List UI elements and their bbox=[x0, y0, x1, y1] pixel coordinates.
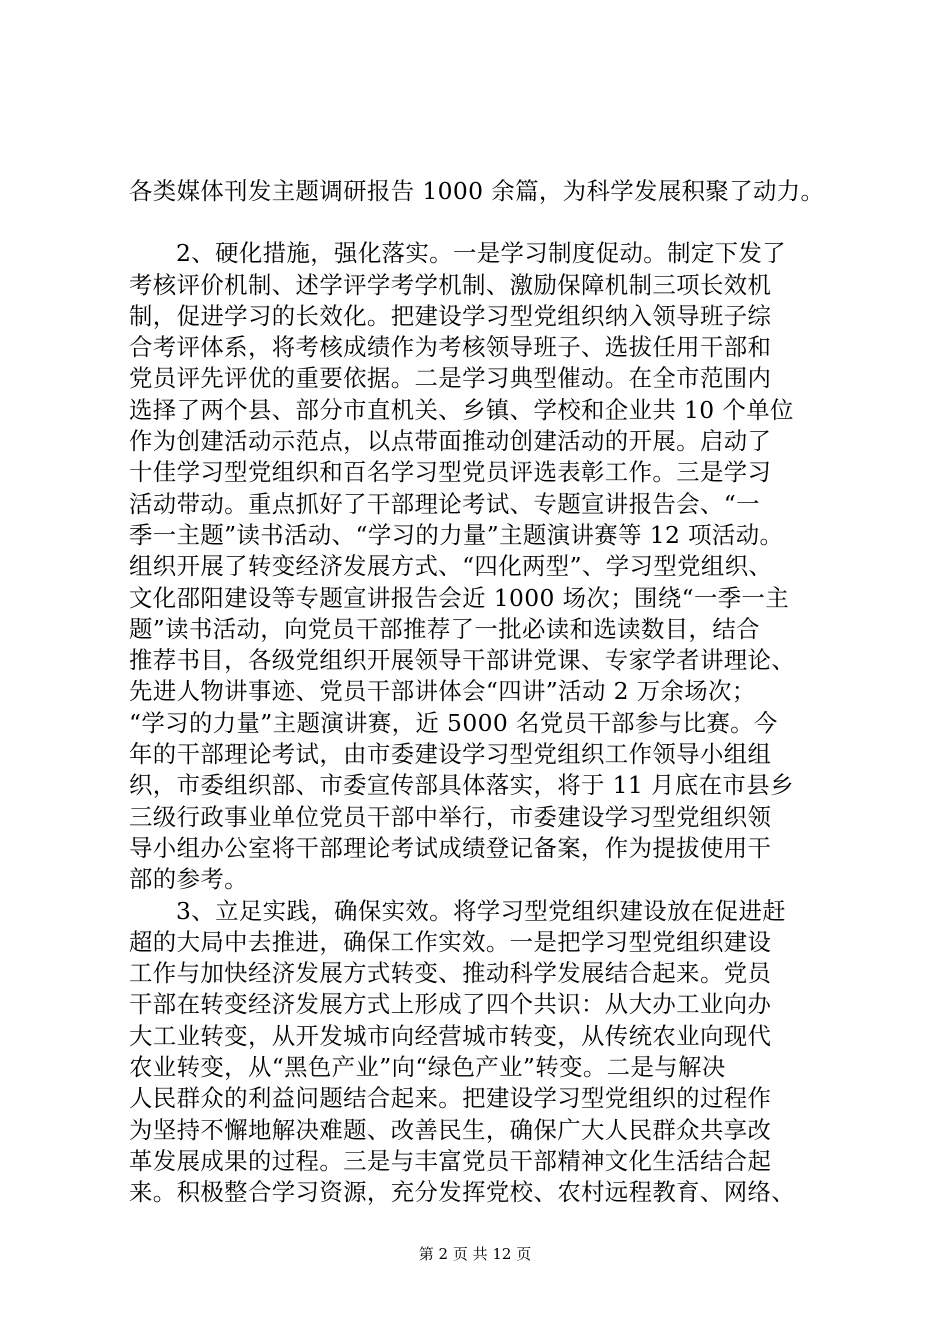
text-line: 超的大局中去推进，确保工作实效。一是把学习型党组织建设 bbox=[129, 927, 772, 956]
text-line: 导小组办公室将干部理论考试成绩登记备案，作为提拔使用干 bbox=[129, 833, 772, 862]
text-line: 人民群众的利益问题结合起来。把建设学习型党组织的过程作 bbox=[129, 1084, 772, 1113]
paragraph-2 bbox=[129, 238, 859, 895]
text-line: 组织开展了转变经济发展方式、“四化两型”、学习型党组织、 bbox=[129, 552, 773, 581]
text-line: “学习的力量”主题演讲赛，近 5000 名党员干部参与比赛。今 bbox=[129, 708, 778, 737]
text-line: 作为创建活动示范点，以点带面推动创建活动的开展。启动了 bbox=[129, 427, 772, 456]
text-line: 来。积极整合学习资源，充分发挥党校、农村远程教育、网络、 bbox=[129, 1178, 796, 1207]
paragraph-gap bbox=[129, 207, 859, 238]
text-line: 先进人物讲事迹、党员干部讲体会“四讲”活动 2 万余场次； bbox=[129, 677, 756, 706]
text-line: 三级行政事业单位党员干部中举行，市委建设学习型党组织领 bbox=[129, 802, 772, 831]
text-line: 大工业转变，从开发城市向经营城市转变，从传统农业向现代 bbox=[129, 1021, 772, 1050]
text-line: 工作与加快经济发展方式转变、推动科学发展结合起来。党员 bbox=[129, 959, 772, 988]
text-line: 2、硬化措施，强化落实。一是学习制度促动。制定下发了 bbox=[176, 239, 787, 268]
text-line: 十佳学习型党组织和百名学习型党员评选表彰工作。三是学习 bbox=[129, 458, 772, 487]
document-body bbox=[129, 176, 859, 1209]
text-line: 党员评先评优的重要依据。二是学习典型催动。在全市范围内 bbox=[129, 364, 772, 393]
text-line: 推荐书目，各级党组织开展领导干部讲党课、专家学者讲理论、 bbox=[129, 646, 796, 675]
text-line: 革发展成果的过程。三是与丰富党员干部精神文化生活结合起 bbox=[129, 1146, 772, 1175]
text-line: 3、立足实践，确保实效。将学习型党组织建设放在促进赶 bbox=[176, 896, 787, 925]
page-footer bbox=[0, 1244, 950, 1264]
text-line: 合考评体系，将考核成绩作为考核领导班子、选拔任用干部和 bbox=[129, 333, 772, 362]
text-line: 制，促进学习的长效化。把建设学习型党组织纳入领导班子综 bbox=[129, 301, 772, 330]
text-line: 为坚持不懈地解决难题、改善民生，确保广大人民群众共享改 bbox=[129, 1115, 772, 1144]
text-line: 季一主题”读书活动、“学习的力量”主题演讲赛等 12 项活动。 bbox=[129, 520, 784, 549]
page-number-label: 第 2 页 共 12 页 bbox=[418, 1245, 532, 1263]
text-line: 部的参考。 bbox=[129, 865, 248, 894]
text-line: 题”读书活动，向党员干部推荐了一批必读和选读数目，结合 bbox=[129, 614, 760, 643]
text-line: 农业转变，从“黑色产业”向“绿色产业”转变。二是与解决 bbox=[129, 1053, 726, 1082]
text-line: 织，市委组织部、市委宣传部具体落实，将于 11 月底在市县乡 bbox=[129, 771, 794, 800]
text-line: 各类媒体刊发主题调研报告 1000 余篇，为科学发展积聚了动力。 bbox=[129, 177, 825, 205]
text-line: 选择了两个县、部分市直机关、乡镇、学校和企业共 10 个单位 bbox=[129, 395, 794, 424]
text-line: 文化邵阳建设等专题宣讲报告会近 1000 场次；围绕“一季一主 bbox=[129, 583, 790, 612]
text-line: 考核评价机制、述学评学考学机制、激励保障机制三项长效机 bbox=[129, 270, 772, 299]
text-line: 干部在转变经济发展方式上形成了四个共识：从大办工业向办 bbox=[129, 990, 772, 1019]
text-line: 活动带动。重点抓好了干部理论考试、专题宣讲报告会、“一 bbox=[129, 489, 760, 518]
paragraph-3 bbox=[129, 896, 859, 1209]
text-line: 年的干部理论考试，由市委建设学习型党组织工作领导小组组 bbox=[129, 740, 772, 769]
